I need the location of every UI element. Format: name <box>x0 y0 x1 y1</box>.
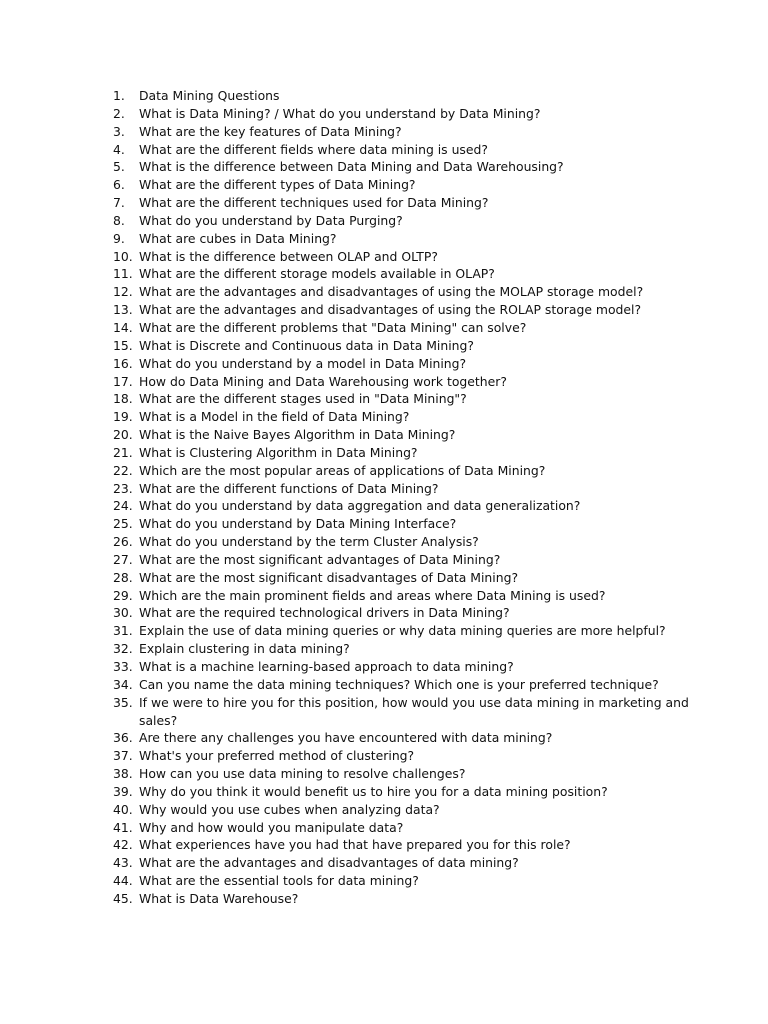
question-number: 41. <box>113 819 133 835</box>
question-number: 9. <box>113 230 125 246</box>
question-number: 18. <box>113 391 133 407</box>
question-number: 28. <box>113 569 133 585</box>
question-text: What are the advantages and disadvantages of data mining? <box>139 855 519 871</box>
question-number: 21. <box>113 444 133 460</box>
question-item <box>113 515 713 533</box>
question-text: What are the different problems that "Data Mining" can solve? <box>139 319 527 335</box>
question-number: 3. <box>113 123 125 139</box>
question-item <box>113 141 713 159</box>
question-text: What do you understand by Data Mining Interface? <box>139 516 457 532</box>
question-list <box>113 87 713 908</box>
question-text: What are the advantages and disadvantages of using the MOLAP storage model? <box>139 284 644 300</box>
question-number: 30. <box>113 605 133 621</box>
question-text: What is Discrete and Continuous data in Data Mining? <box>139 337 474 353</box>
question-item <box>113 176 713 194</box>
question-number: 8. <box>113 212 125 228</box>
question-text: What is the Naive Bayes Algorithm in Data Mining? <box>139 427 456 443</box>
question-number: 39. <box>113 783 133 799</box>
question-text: What is Clustering Algorithm in Data Mining? <box>139 444 418 460</box>
question-number: 20. <box>113 427 133 443</box>
question-item <box>113 87 713 105</box>
question-item <box>113 819 713 837</box>
question-text: What is a Model in the field of Data Mining? <box>139 409 410 425</box>
question-text: What do you understand by the term Cluster Analysis? <box>139 534 479 550</box>
question-text: What are the different types of Data Mining? <box>139 177 416 193</box>
question-text: What are the different stages used in "Data Mining"? <box>139 391 467 407</box>
question-text: Why do you think it would benefit us to hire you for a data mining position? <box>139 783 608 799</box>
question-item <box>113 283 713 301</box>
question-text: What are the different fields where data mining is used? <box>139 141 488 157</box>
question-text: What are the most significant advantages of Data Mining? <box>139 551 501 567</box>
question-item <box>113 694 713 730</box>
question-item <box>113 801 713 819</box>
question-text: What is Data Mining? / What do you understand by Data Mining? <box>139 105 541 121</box>
question-text: What do you understand by Data Purging? <box>139 212 403 228</box>
question-number: 13. <box>113 302 133 318</box>
question-text: What are the key features of Data Mining? <box>139 123 402 139</box>
question-number: 37. <box>113 748 133 764</box>
question-item <box>113 551 713 569</box>
question-text: What are the most significant disadvantages of Data Mining? <box>139 569 519 585</box>
question-item <box>113 480 713 498</box>
question-item <box>113 444 713 462</box>
question-text: What do you understand by a model in Data Mining? <box>139 355 467 371</box>
question-item <box>113 640 713 658</box>
question-text: What is Data Warehouse? <box>139 890 299 906</box>
question-text: Which are the main prominent fields and areas where Data Mining is used? <box>139 587 606 603</box>
question-text: What are cubes in Data Mining? <box>139 230 337 246</box>
question-text: What are the required technological drivers in Data Mining? <box>139 605 510 621</box>
question-text: Why and how would you manipulate data? <box>139 819 404 835</box>
question-text: Are there any challenges you have encountered with data mining? <box>139 730 553 746</box>
question-item <box>113 890 713 908</box>
question-number: 19. <box>113 409 133 425</box>
question-text: What are the different functions of Data Mining? <box>139 480 439 496</box>
question-text: What is the difference between Data Mining and Data Warehousing? <box>139 159 564 175</box>
question-item <box>113 230 713 248</box>
question-number: 16. <box>113 355 133 371</box>
question-item <box>113 872 713 890</box>
question-item <box>113 426 713 444</box>
question-number: 40. <box>113 801 133 817</box>
question-text: What's your preferred method of clustering? <box>139 748 415 764</box>
question-text: How do Data Mining and Data Warehousing work together? <box>139 373 507 389</box>
question-number: 43. <box>113 855 133 871</box>
question-item <box>113 533 713 551</box>
question-number: 4. <box>113 141 125 157</box>
question-number: 5. <box>113 159 125 175</box>
question-item <box>113 836 713 854</box>
question-item <box>113 212 713 230</box>
question-item <box>113 390 713 408</box>
question-number: 27. <box>113 551 133 567</box>
question-text: If we were to hire you for this position, how would you use data mining in marketing and sales? <box>139 694 689 728</box>
question-number: 2. <box>113 105 125 121</box>
question-text: Explain clustering in data mining? <box>139 641 350 657</box>
question-item <box>113 622 713 640</box>
question-text: Why would you use cubes when analyzing data? <box>139 801 440 817</box>
question-number: 24. <box>113 498 133 514</box>
question-number: 12. <box>113 284 133 300</box>
question-text: Which are the most popular areas of applications of Data Mining? <box>139 462 546 478</box>
question-text: What is the difference between OLAP and OLTP? <box>139 248 438 264</box>
question-text: What experiences have you had that have prepared you for this role? <box>139 837 571 853</box>
question-text: Explain the use of data mining queries or why data mining queries are more helpful? <box>139 623 666 639</box>
question-number: 11. <box>113 266 133 282</box>
question-number: 10. <box>113 248 133 264</box>
question-item <box>113 747 713 765</box>
question-item <box>113 373 713 391</box>
question-item <box>113 408 713 426</box>
question-number: 45. <box>113 890 133 906</box>
question-number: 35. <box>113 694 133 710</box>
question-number: 23. <box>113 480 133 496</box>
question-number: 33. <box>113 659 133 674</box>
question-number: 22. <box>113 462 133 478</box>
question-item <box>113 248 713 266</box>
question-text: What are the advantages and disadvantages of using the ROLAP storage model? <box>139 302 642 318</box>
question-number: 34. <box>113 676 133 692</box>
question-text: How can you use data mining to resolve challenges? <box>139 766 466 782</box>
question-number: 31. <box>113 623 133 639</box>
question-number: 14. <box>113 319 133 335</box>
question-item <box>113 194 713 212</box>
question-item <box>113 265 713 283</box>
question-number: 25. <box>113 516 133 532</box>
question-number: 15. <box>113 337 133 353</box>
question-number: 38. <box>113 766 133 782</box>
question-item <box>113 105 713 123</box>
question-item <box>113 765 713 783</box>
question-text: What is a machine learning-based approach to data mining? <box>139 659 514 674</box>
question-item <box>113 462 713 480</box>
question-item <box>113 337 713 355</box>
question-number: 29. <box>113 587 133 603</box>
question-item <box>113 123 713 141</box>
question-text: What are the different storage models available in OLAP? <box>139 266 495 282</box>
question-number: 6. <box>113 177 125 193</box>
question-item <box>113 158 713 176</box>
question-text: What are the different techniques used for Data Mining? <box>139 195 489 211</box>
question-number: 7. <box>113 195 125 211</box>
question-item <box>113 301 713 319</box>
question-item <box>113 355 713 373</box>
question-number: 44. <box>113 873 133 889</box>
question-item <box>113 569 713 587</box>
question-text: Can you name the data mining techniques? Which one is your preferred technique? <box>139 676 659 692</box>
question-text: Data Mining Questions <box>139 88 280 103</box>
question-number: 17. <box>113 373 133 389</box>
question-item <box>113 497 713 515</box>
question-item <box>113 319 713 337</box>
question-number: 42. <box>113 837 133 853</box>
question-number: 26. <box>113 534 133 550</box>
question-item <box>113 676 713 694</box>
question-item <box>113 854 713 872</box>
question-item <box>113 587 713 605</box>
question-number: 1. <box>113 88 125 103</box>
question-item <box>113 783 713 801</box>
question-item <box>113 729 713 747</box>
question-item <box>113 658 713 676</box>
question-number: 32. <box>113 641 133 657</box>
question-text: What do you understand by data aggregation and data generalization? <box>139 498 581 514</box>
question-text: What are the essential tools for data mining? <box>139 873 419 889</box>
question-item <box>113 604 713 622</box>
question-number: 36. <box>113 730 133 746</box>
